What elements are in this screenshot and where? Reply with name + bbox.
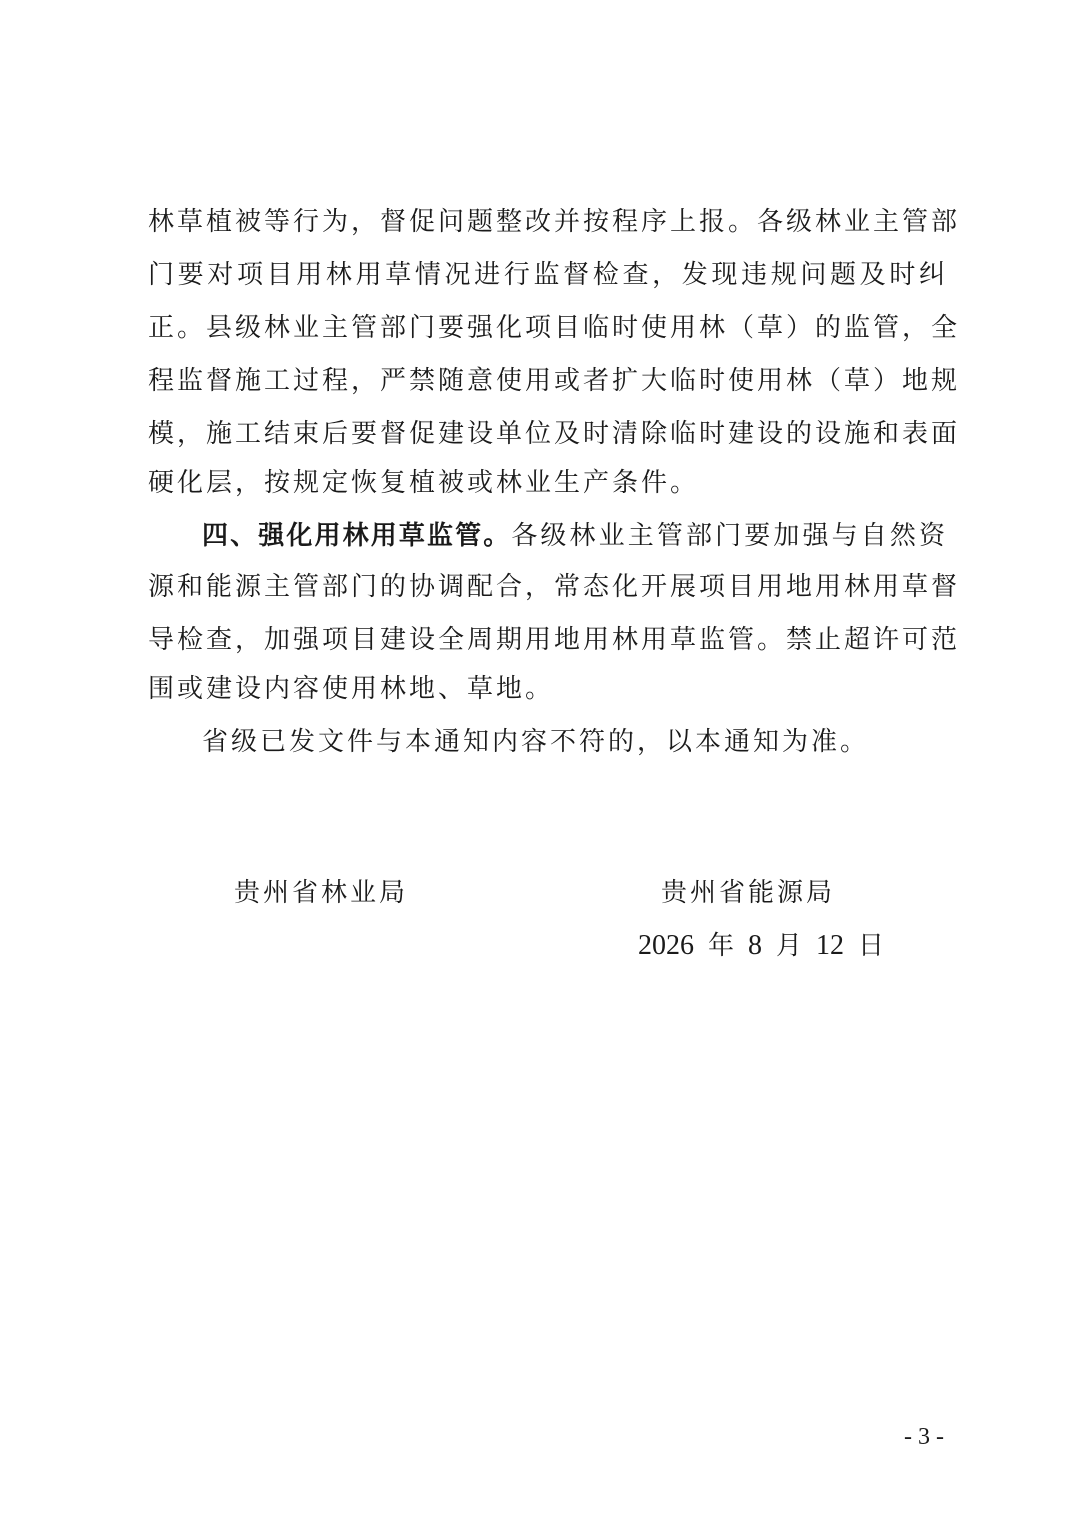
date-month-unit: 月 <box>776 931 803 961</box>
body-line: 硬化层，按规定恢复植被或林业生产条件。 <box>148 468 700 498</box>
body-line: 正。县级林业主管部门要强化项目临时使用林（草）的监管，全 <box>148 313 961 343</box>
section-4-first-line <box>202 519 948 553</box>
body-line: 导检查，加强项目建设全周期用地用林用草监管。禁止超许可范 <box>148 625 961 655</box>
page-number: - 3 - <box>904 1424 944 1450</box>
body-line: 围或建设内容使用林地、草地。 <box>148 674 555 704</box>
body-line: 源和能源主管部门的协调配合，常态化开展项目用地用林用草督 <box>148 572 961 602</box>
date-month: 8 <box>748 930 763 961</box>
date-day-unit: 日 <box>858 931 885 961</box>
body-line: 模，施工结束后要督促建设单位及时清除临时建设的设施和表面 <box>148 419 961 449</box>
section-4-heading: 四、强化用林用草监管。 <box>202 521 512 551</box>
date-year-unit: 年 <box>708 931 735 961</box>
issue-date <box>638 929 898 963</box>
section-4-first-line-text: 各级林业主管部门要加强与自然资 <box>511 521 948 551</box>
closing-note: 省级已发文件与本通知内容不符的，以本通知为准。 <box>202 727 870 757</box>
date-year: 2026 <box>638 930 694 961</box>
signature-energy-bureau: 贵州省能源局 <box>661 878 836 908</box>
body-line: 门要对项目用林用草情况进行监督检查，发现违规问题及时纠 <box>148 260 948 290</box>
signature-forestry-bureau: 贵州省林业局 <box>234 878 409 908</box>
date-day: 12 <box>816 930 845 961</box>
body-line: 林草植被等行为，督促问题整改并按程序上报。各级林业主管部 <box>148 207 961 237</box>
body-line: 程监督施工过程，严禁随意使用或者扩大临时使用林（草）地规 <box>148 366 961 396</box>
